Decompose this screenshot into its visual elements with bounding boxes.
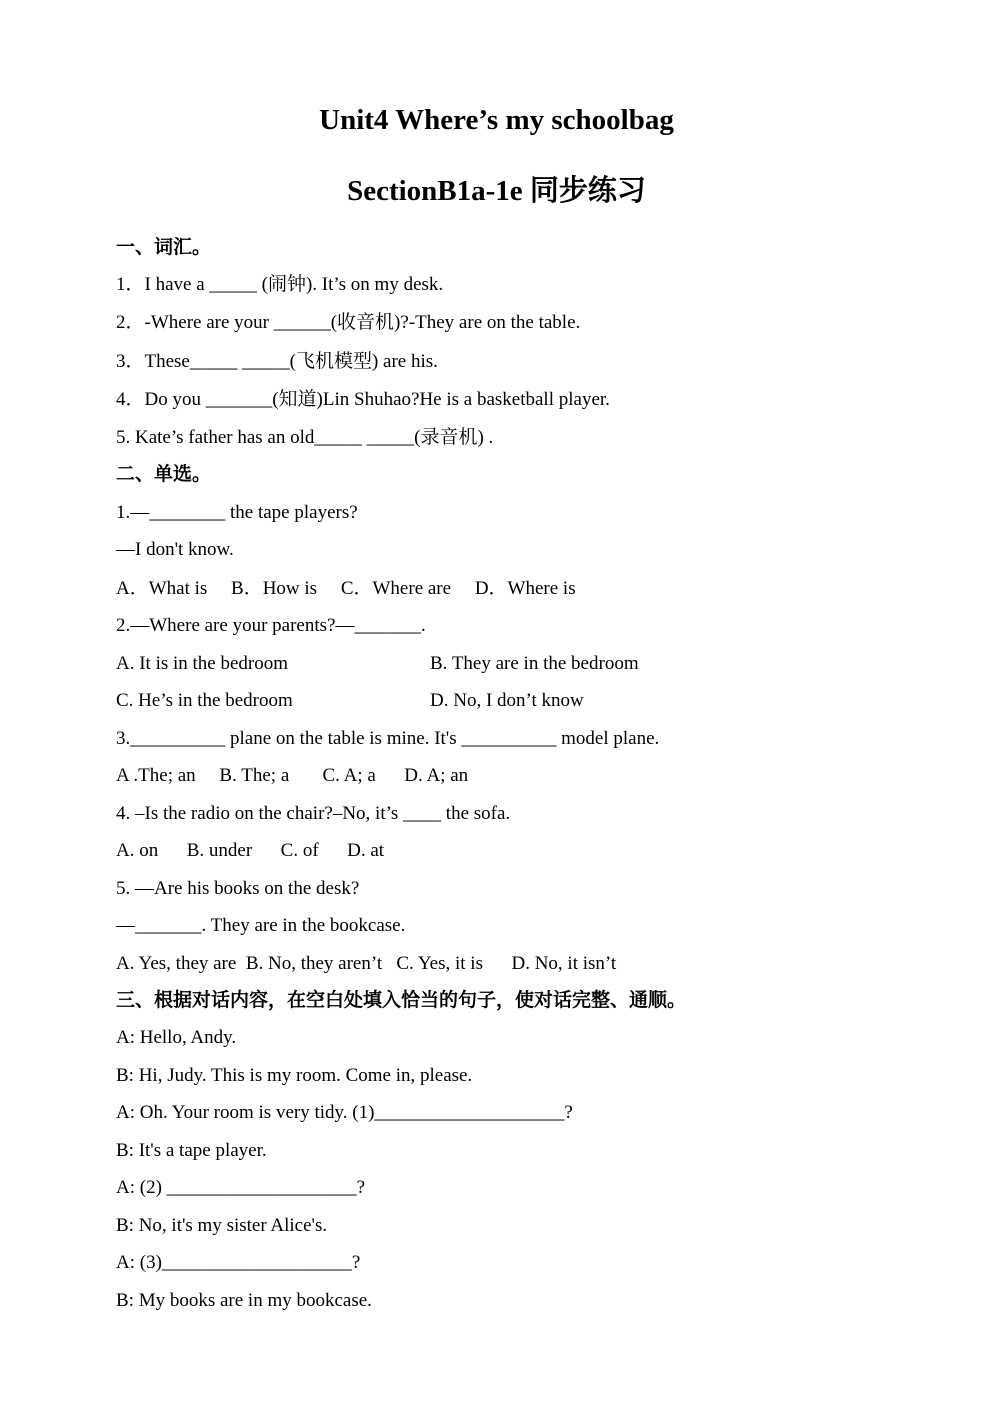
question-stem: 3.__________ plane on the table is mine. It's __________ model plane. bbox=[116, 728, 660, 749]
dialogue-line: B: Hi, Judy. This is my room. Come in, please. bbox=[116, 1065, 473, 1086]
question-reply: —I don't know. bbox=[116, 539, 234, 560]
section-heading-vocabulary: 一、词汇。 bbox=[116, 237, 212, 258]
vocab-item: 1．I have a _____ (闹钟). It’s on my desk. bbox=[116, 274, 444, 295]
option-c: C. He’s in the bedroom bbox=[116, 690, 293, 711]
question-stem: 1.—________ the tape players? bbox=[116, 502, 358, 523]
dialogue-line: A: Oh. Your room is very tidy. (1)____________________? bbox=[116, 1102, 573, 1123]
question-stem: 4. –Is the radio on the chair?–No, it’s ____ the sofa. bbox=[116, 803, 511, 824]
question-options: A. on B. under C. of D. at bbox=[116, 840, 385, 861]
question-options: A .The; an B. The; a C. A; a D. A; an bbox=[116, 765, 469, 786]
dialogue-line: B: It's a tape player. bbox=[116, 1140, 267, 1161]
section-heading-dialogue: 三、根据对话内容，在空白处填入恰当的句子，使对话完整、通顺。 bbox=[116, 990, 687, 1011]
question-stem: 5. —Are his books on the desk? bbox=[116, 878, 360, 899]
page-subtitle: SectionB1a-1e 同步练习 bbox=[347, 175, 646, 207]
dialogue-line: A: (3)____________________? bbox=[116, 1252, 361, 1273]
section-heading-single-choice: 二、单选。 bbox=[116, 464, 212, 485]
dialogue-line: B: My books are in my bookcase. bbox=[116, 1290, 372, 1311]
question-options: A. Yes, they are B. No, they aren’t C. Yes, it is D. No, it isn’t bbox=[116, 953, 617, 974]
question-stem: 2.—Where are your parents?—_______. bbox=[116, 615, 426, 636]
vocab-item: 4．Do you _______(知道)Lin Shuhao?He is a basketball player. bbox=[116, 389, 610, 410]
page-title: Unit4 Where’s my schoolbag bbox=[319, 104, 674, 136]
dialogue-line: A: Hello, Andy. bbox=[116, 1027, 237, 1048]
option-d: D. No, I don’t know bbox=[430, 690, 584, 711]
question-reply: —_______. They are in the bookcase. bbox=[116, 915, 406, 936]
question-options: A．What is B．How is C．Where are D．Where is bbox=[116, 578, 576, 599]
option-b: B. They are in the bedroom bbox=[430, 653, 639, 674]
option-a: A. It is in the bedroom bbox=[116, 653, 289, 674]
vocab-item: 3．These_____ _____(飞机模型) are his. bbox=[116, 351, 438, 372]
dialogue-line: B: No, it's my sister Alice's. bbox=[116, 1215, 328, 1236]
vocab-item: 2．-Where are your ______(收音机)?-They are on the table. bbox=[116, 312, 581, 333]
vocab-item: 5. Kate’s father has an old_____ _____(录音机) . bbox=[116, 427, 494, 448]
dialogue-line: A: (2) ____________________? bbox=[116, 1177, 366, 1198]
